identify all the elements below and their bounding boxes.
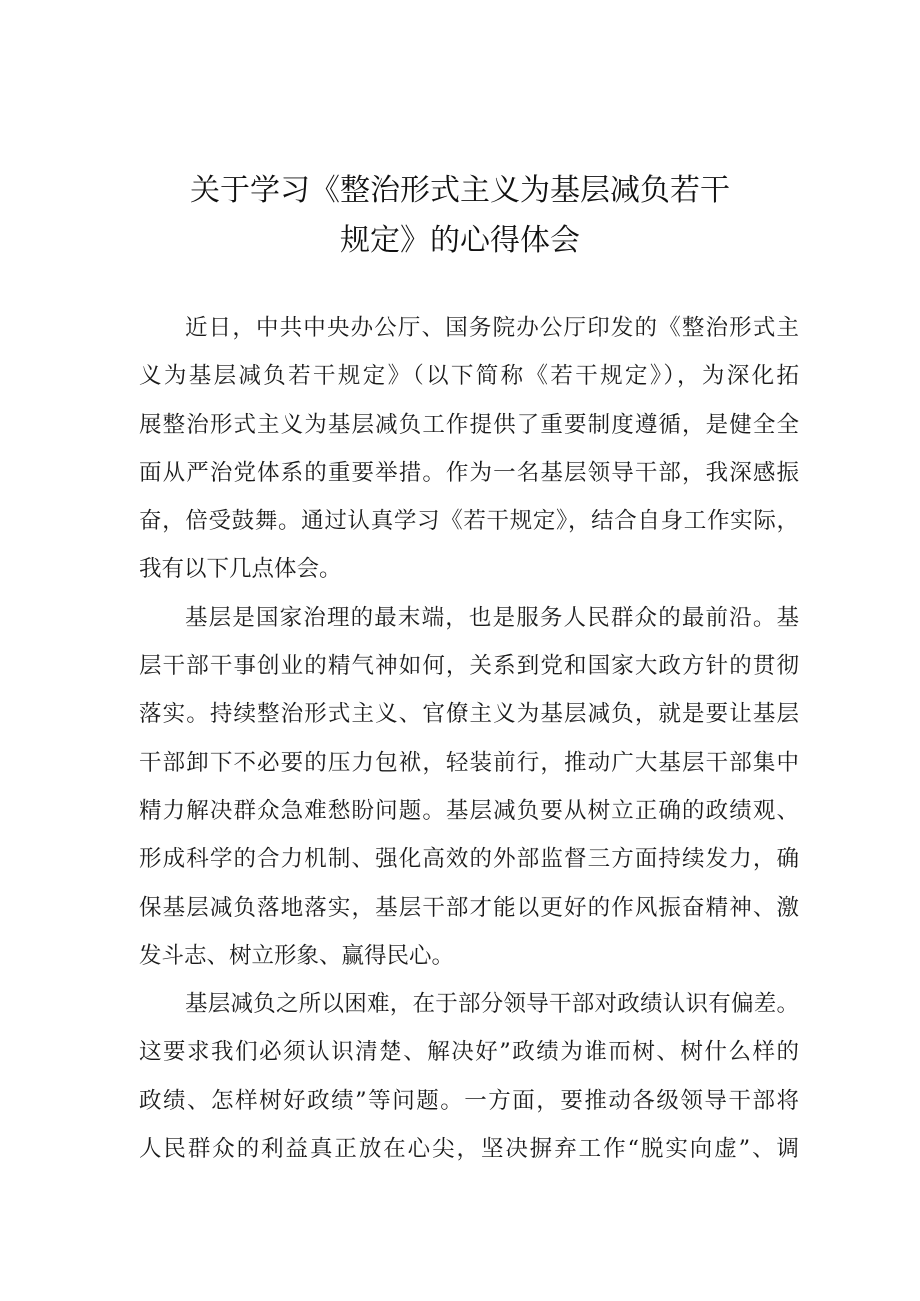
text-line: 这要求我们必须认识清楚、解决好”政绩为谁而树、树什么样的	[139, 1039, 799, 1066]
text-line: 保基层减负落地落实，基层干部才能以更好的作风振奋精神、激	[139, 894, 799, 921]
document-title	[100, 166, 820, 266]
text-line: 面从严治党体系的重要举措。作为一名基层领导干部，我深感振	[139, 459, 799, 486]
text-line: 我有以下几点体会。	[139, 556, 342, 583]
paragraph-2	[139, 600, 799, 986]
text-line: 展整治形式主义为基层减负工作提供了重要制度遵循，是健全全	[139, 411, 799, 438]
text-line: 政绩、怎样树好政绩”等问题。一方面，要推动各级领导干部将	[139, 1087, 799, 1114]
document-body	[139, 310, 799, 1179]
text-line: 形成科学的合力机制、强化高效的外部监督三方面持续发力，确	[139, 846, 799, 873]
text-line: 精力解决群众急难愁盼问题。基层减负要从树立正确的政绩观、	[139, 797, 799, 824]
paragraph-1	[139, 310, 799, 600]
text-line: 层干部干事创业的精气神如何，关系到党和国家大政方针的贯彻	[139, 653, 799, 680]
text-line: 近日，中共中央办公厅、国务院办公厅印发的《整治形式主	[185, 315, 799, 341]
text-line: 人民群众的利益真正放在心尖，坚决摒弃工作“脱实向虚”、调	[139, 1136, 799, 1163]
text-line: 发斗志、树立形象、赢得民心。	[139, 942, 455, 969]
text-line: 奋，倍受鼓舞。通过认真学习《若干规定》，结合自身工作实际，	[139, 508, 799, 535]
title-line: 关于学习《整治形式主义为基层减负若干	[190, 173, 730, 208]
paragraph-3	[139, 986, 799, 1179]
text-line: 落实。持续整治形式主义、官僚主义为基层减负，就是要让基层	[139, 701, 799, 728]
text-line: 基层减负之所以困难，在于部分领导干部对政绩认识有偏差。	[185, 991, 799, 1018]
text-line: 义为基层减负若干规定》（以下简称《若干规定》），为深化拓	[139, 363, 799, 390]
title-line: 规定》的心得体会	[340, 223, 580, 258]
text-line: 基层是国家治理的最末端，也是服务人民群众的最前沿。基	[185, 604, 799, 631]
text-line: 干部卸下不必要的压力包袱，轻装前行，推动广大基层干部集中	[139, 749, 799, 776]
